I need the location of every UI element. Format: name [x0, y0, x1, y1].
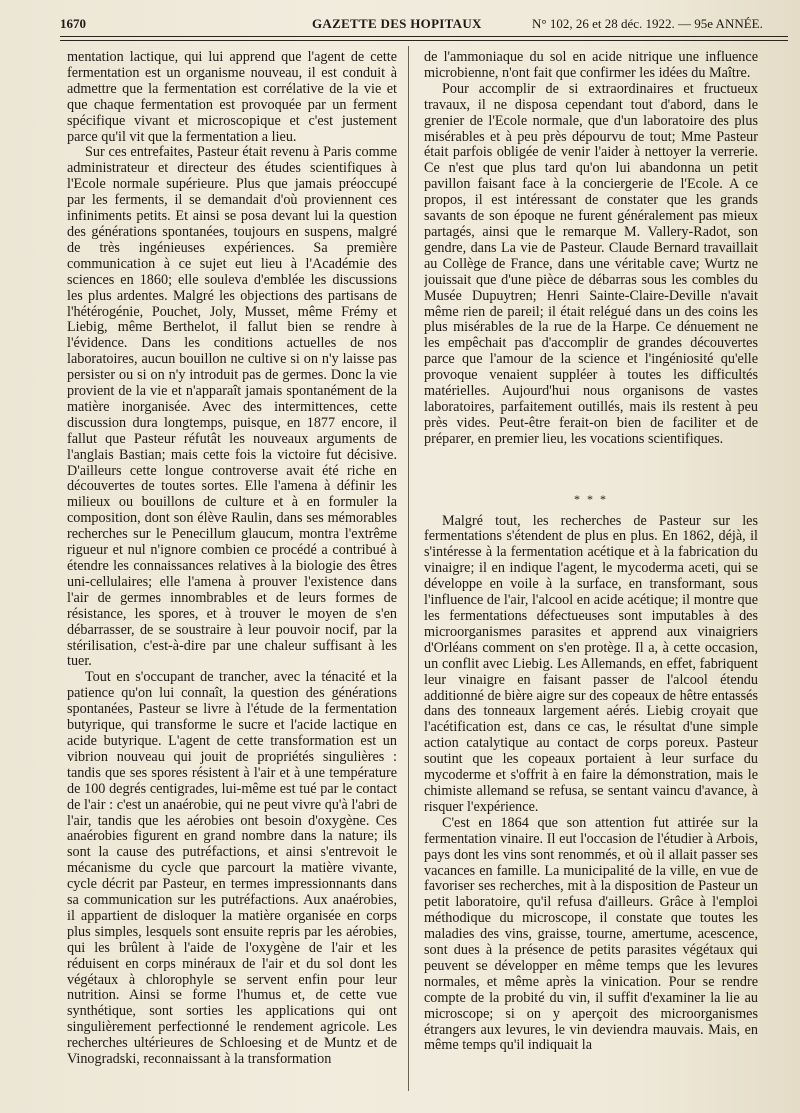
paragraph: mentation lactique, qui lui apprend que l'agent de cette fermentation est un organisme nouveau, il est conduit à admettre que la fermentation est corrélative de la vie et que chaque fermentation est provoquée par un ferment spécifique vivant et microscopique et c'est justement parce qu'il vit que la fermentation a lieu. [67, 50, 397, 145]
header-rule-top [60, 36, 788, 37]
paragraph: C'est en 1864 que son attention fut attirée sur la fermentation vinaire. Il eut l'occasion de l'étudier à Arbois, pays dont les vins sont renommés, et où il allait passer ses vacances en famille. La municipalité de la ville, en vue de favoriser ses recherches, mit à la disposition de Pasteur un petit laboratoire, qu'il refusa d'ailleurs. Grâce à l'emploi méthodique du microscope, il constate que toutes les maladies des vins, graisse, tourne, amertume, acescence, sont dues à la présence de petits parasites végétaux qui peuvent se développer en même temps que les levures normales, et même après la vinication. Pour se rendre compte de la probité du vin, il suffit d'examiner la lie au microscope; si on y aperçoit des microorganismes étrangers aux levures, le vin deviendra mauvais. Mais, en même temps qu'il indiquait la [424, 814, 758, 1054]
running-header [60, 14, 788, 36]
paragraph: Sur ces entrefaites, Pasteur était revenu à Paris comme administrateur et directeur des études scientifiques à l'Ecole normale supérieure. Plus que jamais préoccupé par les ferments, il se demandait d'où proviennent ces infiniments petits. Et ainsi se posa devant lui la question des générations spontanées, toujours en suspens, malgré de très ingénieuses expériences. Sa première communication à ce sujet eut lieu à l'Académie des sciences en 1860; elle souleva d'emblée les discussions les plus ardentes. Malgré les objections des partisans de l'hétérogénie, Pouchet, Joly, Musset, même Frémy et Liebig, même Berthelot, il fallut bien se rendre à l'évidence. Dans les conditions actuelles de nos laboratoires, aucun bouillon ne cultive si on n'y laisse pas persister ou si on n'y introduit pas de germes. Donc la vie provient de la vie et n'apparaît jamais spontanément de la matière inorganisée. Avec des intermittences, cette discussion dura longtemps, puisque, en 1877 encore, il fallut que Pasteur réfutât les nouveaux arguments de l'anglais Bastian; mais cette fois la victoire fut décisive. D'ailleurs cette longue controverse avait été riche en découvertes de toutes sortes. Elle l'amena à définir les milieux ou bouillons de culture et à en formuler la composition, dont son élève Raulin, dans ses mémorables recherches sur le Penecillum glaucum, montra l'extrême rigueur et nul n'ignore combien ce procédé a contribué à étendre les connaissances relatives à la biologie des êtres uni-cellulaires; elle l'amena à prouver l'existence dans l'air de germes innombrables et de leurs formes de résistance, les spores, et à trouver le moyen de s'en débarrasser, de se soustraire à leur pouvoir nocif, par la stérilisation, c'est-à-dire par une chaleur suffisant à les tuer. [67, 144, 397, 670]
column-divider [408, 46, 409, 1091]
paragraph: Malgré tout, les recherches de Pasteur sur les fermentations s'étendent de plus en plus. En 1862, déjà, il s'intéresse à la fermentation acétique et à la fabrication du vinaigre; il en indique l'agent, le mycoderma aceti, qui se développe en voile à la surface, en transformant, sous l'influence de l'air, l'alcool en acide acétique; il montre que les fermentations défectueuses sont imputables à des microorganismes parasites et apprend aux vinaigriers d'Orléans comment on s'en protège. Il a, à cette occasion, un conflit avec Liebig. Les Allemands, en effet, fabriquent leur vinaigre en faisant passer de l'alcool étendu additionné de bière aigre sur des copeaux de hêtre entassés dans des tonneaux largement aérés. Liebig croyait que l'acétification est, dans ce cas, le résultat d'une simple action catalytique au contact de corps poreux. Pasteur soutint que les copeaux portaient à leur surface du mycoderme et s'offrit à en faire la démonstration, mais le chimiste allemand se refusa, se sentant vaincu d'avance, à risquer l'expérience. [424, 512, 758, 815]
left-column [67, 50, 397, 1100]
journal-title: GAZETTE DES HOPITAUX [312, 16, 482, 31]
right-column [424, 50, 758, 1100]
paragraph: Pour accomplir de si extraordinaires et fructueux travaux, il ne disposa cependant tout d'abord, dans le grenier de l'Ecole normale, que d'un laboratoire des plus misérables et à peu près dépourvu de tout; Mme Pasteur était parfois obligée de venir l'aider à nettoyer la verrerie. Ce n'est que plus tard qu'on lui abandonna un petit pavillon faisant face à la conciergerie de l'Ecole. A ce propos, il est intéressant de constater que les grands savants de son époque ne furent généralement pas mieux partagés, ainsi que le remarque M. Vallery-Radot, son gendre, dans La vie de Pasteur. Claude Bernard travaillait au Collège de France, dans une véritable cave; Wurtz ne jouissait que d'une pièce de débarras sous les combles du Musée Dupuytren; Henri Sainte-Claire-Deville n'avait même rien de pareil; il était relégué dans un des coins les plus misérables de la rue de la Harpe. Ce dénuement ne les empêchait pas d'accomplir de grandes découvertes parce que l'amour de la science et l'ingéniosité qu'elle provoque venaient suppléer à toutes les difficultés matérielles. Aujourd'hui nous organisons de vastes laboratoires, parfaitement outillés, mais ils restent à peu près vides. Peut-être ferait-on bien de faciliter et de préparer, en premier lieu, les vocations scientifiques. [424, 80, 758, 447]
section-separator: * * * [574, 491, 608, 506]
paragraph: de l'ammoniaque du sol en acide nitrique une influence microbienne, n'ont fait que confirmer les idées du Maître. [424, 50, 758, 81]
page-number: 1670 [60, 16, 86, 31]
issue-info: N° 102, 26 et 28 déc. 1922. — 95e ANNÉE. [532, 16, 763, 31]
header-rule-bottom [60, 40, 788, 41]
paragraph: Tout en s'occupant de trancher, avec la ténacité et la patience qu'on lui connaît, la question des générations spontanées, Pasteur se livre à l'étude de la fermentation butyrique, qui transforme le sucre et l'acide lactique en acide butyrique. L'agent de cette transformation est un vibrion nouveau qui jouit de propriétés singulières : tandis que ses spores résistent à l'air et à une température de 100 degrés centigrades, lui-même est tué par le contact de l'air : c'est un anaérobie, qui ne peut vivre qu'à l'abri de l'air, tandis que les aérobies ont besoin d'oxygène. Ces anaérobies figurent en grand nombre dans la nature; ils sont la cause des putréfactions, et ainsi s'entrevoit le mécanisme du cycle que parcourt la matière vivante, cycle décrit par Pasteur, en termes impressionnants dans sa communication sur les putréfactions. Aux anaérobies, il appartient de disloquer la matière organisée en corps plus simples, lesquels sont ensuite repris par les aérobies, qui les brûlent à l'aide de l'oxygène de l'air et les réduisent en corps minéraux de l'air et du sol dont les végétaux à chlorophyle se servent enfin pour leur nutrition. Ainsi se forme l'humus et, de cette vue synthétique, sont sorties les applications qui ont singulièrement perfectionné le rendement agricole. Les recherches ultérieures de Schloesing et de Muntz et de Vinogradski, reconnaissant à la transformation [67, 669, 397, 1068]
